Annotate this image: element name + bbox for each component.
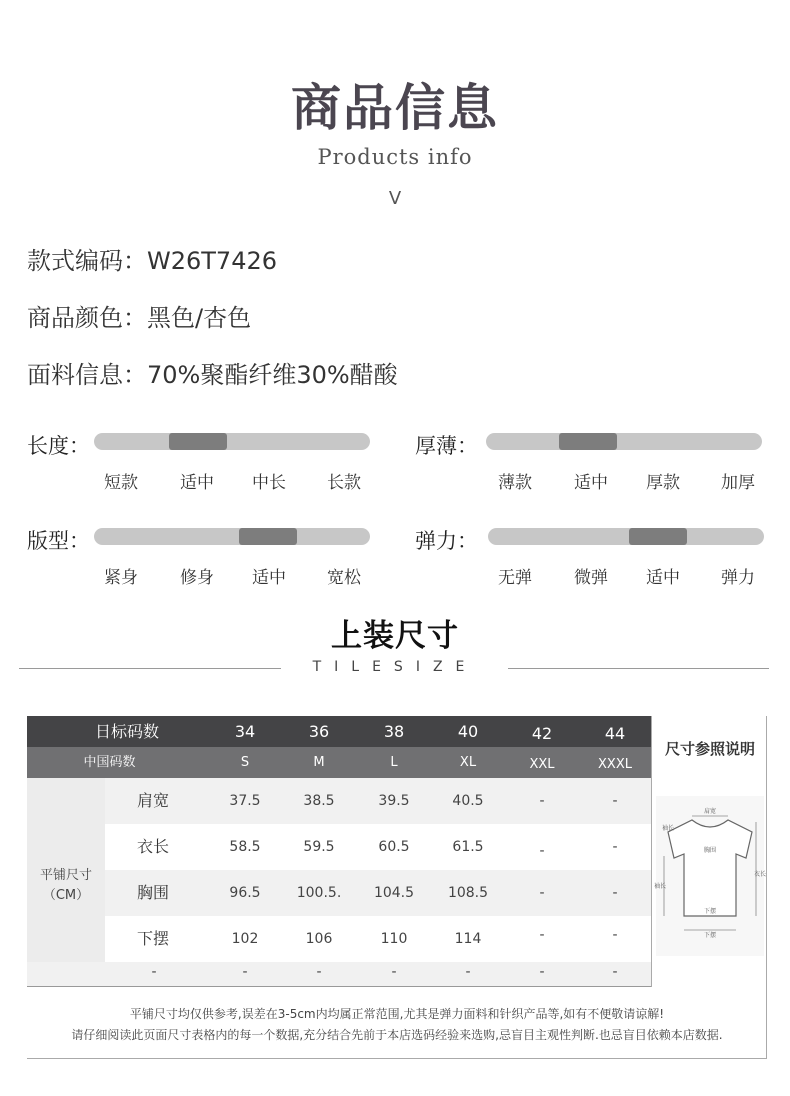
- length-option: 长款: [327, 473, 361, 493]
- fit-indicator: [239, 528, 297, 545]
- fit-option: 修身: [180, 568, 214, 588]
- hem-bottom-label: 下摆: [703, 932, 717, 939]
- color-label: 商品颜色：: [27, 304, 147, 332]
- style-code-row: [27, 241, 277, 276]
- table-cell: 108.5: [447, 885, 489, 901]
- header-size: XXXL: [598, 757, 632, 772]
- header-size: XL: [459, 755, 477, 770]
- table-cell: 100.5.: [296, 885, 342, 901]
- table-cell: -: [242, 964, 248, 980]
- header-row-jp: [27, 716, 651, 747]
- header-size: 42: [531, 724, 553, 743]
- table-cell: -: [612, 885, 618, 901]
- table-cell: -: [612, 964, 618, 980]
- header-size: XXL: [529, 757, 555, 772]
- header-size: S: [240, 755, 250, 770]
- chevron-down-icon: V: [388, 188, 402, 209]
- fit-option: 宽松: [327, 568, 361, 588]
- table-row: [105, 916, 651, 962]
- sleeve-label: 袖长: [661, 825, 675, 832]
- row-label: 肩宽: [136, 791, 169, 810]
- table-cell: 60.5: [378, 839, 410, 855]
- table-cell: 40.5: [452, 793, 484, 809]
- fit-option: 适中: [252, 568, 286, 588]
- chest-label: 胸围: [703, 847, 717, 854]
- length-option: 中长: [252, 473, 286, 493]
- page-subtitle: Products info: [317, 145, 473, 169]
- table-row: [105, 824, 651, 870]
- color-value: 黑色/杏色: [147, 304, 252, 332]
- elasticity-track: [488, 528, 764, 545]
- length-scale: [27, 430, 372, 500]
- header-size: L: [390, 755, 398, 770]
- size-section-title: 上装尺寸: [331, 618, 459, 654]
- tshirt-diagram: [653, 796, 767, 956]
- thickness-option: 厚款: [646, 473, 680, 493]
- divider-left: [19, 668, 281, 669]
- fabric-label: 面料信息：: [27, 361, 147, 389]
- group-label: 平铺尺寸: [39, 868, 92, 883]
- notes-box: [27, 987, 767, 1059]
- table-cell: -: [612, 927, 618, 943]
- table-cell: 59.5: [303, 839, 335, 855]
- header-label: 中国码数: [83, 755, 136, 770]
- elasticity-option: 微弹: [574, 568, 608, 588]
- table-cell: -: [612, 793, 618, 809]
- row-label: 衣长: [136, 837, 169, 856]
- row-label: 胸围: [136, 883, 169, 902]
- table-cell: -: [612, 839, 618, 855]
- length-option: 短款: [104, 473, 138, 493]
- elasticity-scale: [415, 525, 765, 595]
- thickness-option: 薄款: [498, 473, 532, 493]
- hem-label: 下摆: [703, 908, 717, 915]
- table-cell: 110: [380, 931, 408, 947]
- size-section-subtitle: TILESIZE: [312, 659, 478, 675]
- table-cell: -: [539, 885, 545, 901]
- header-size: 40: [457, 722, 479, 741]
- header-label: 日标码数: [94, 722, 159, 741]
- row-label: 下摆: [136, 929, 169, 948]
- fit-option: 紧身: [104, 568, 138, 588]
- length-label: 长度：: [27, 434, 90, 458]
- header-size: 44: [604, 724, 626, 743]
- reference-title: 尺寸参照说明: [664, 740, 755, 758]
- table-cell: 58.5: [229, 839, 261, 855]
- header-size: 34: [234, 722, 256, 741]
- fit-scale: [27, 525, 372, 595]
- right-length-label: 衣长: [753, 871, 767, 878]
- header-row-cn: [27, 747, 651, 778]
- header-size: M: [313, 755, 325, 770]
- fit-label: 版型：: [27, 529, 90, 553]
- note-line: 平铺尺寸均仅供参考,误差在3-5cm内均属正常范围,尤其是弹力面料和针织产品等,如有不便敬请谅解!: [129, 1007, 665, 1021]
- table-cell: 37.5: [229, 793, 261, 809]
- table-cell: -: [391, 964, 397, 980]
- table-cell: 61.5: [452, 839, 484, 855]
- note-line: 请仔细阅读此页面尺寸表格内的每一个数据,充分结合先前于本店选码经验来选购,忌盲目主观性判断.也忌盲目依赖本店数据.: [71, 1028, 723, 1042]
- table-cell: 96.5: [229, 885, 261, 901]
- length-track: [94, 433, 370, 450]
- thickness-scale: [415, 430, 765, 500]
- length-option: 适中: [180, 473, 214, 493]
- thickness-track: [486, 433, 762, 450]
- table-cell: -: [465, 964, 471, 980]
- divider-right: [508, 668, 769, 669]
- table-cell: 104.5: [373, 885, 415, 901]
- elasticity-indicator: [629, 528, 687, 545]
- table-cell: 114: [454, 931, 482, 947]
- fit-track: [94, 528, 370, 545]
- style-code-value: W26T7426: [147, 247, 278, 275]
- table-cell: -: [316, 964, 322, 980]
- table-cell: -: [539, 793, 545, 809]
- table-cell: 38.5: [303, 793, 335, 809]
- table-cell: -: [539, 843, 545, 859]
- table-cell: 39.5: [378, 793, 410, 809]
- fabric-value: 70%聚酯纤维30%醋酸: [147, 361, 398, 389]
- color-row: [27, 298, 251, 333]
- elasticity-option: 弹力: [721, 568, 755, 588]
- thickness-label: 厚薄：: [415, 434, 478, 458]
- header-size: 38: [383, 722, 405, 741]
- table-cell: -: [539, 927, 545, 943]
- table-row: [105, 778, 651, 824]
- header-size: 36: [308, 722, 330, 741]
- table-cell: -: [539, 964, 545, 980]
- fabric-row: [27, 355, 398, 390]
- elasticity-option: 适中: [646, 568, 680, 588]
- thickness-indicator: [559, 433, 617, 450]
- page-title: 商品信息: [291, 79, 499, 137]
- table-row: [105, 870, 651, 916]
- group-label-cell: [27, 778, 105, 986]
- size-reference-panel: [651, 716, 767, 987]
- group-unit: （CM）: [42, 888, 90, 903]
- shoulder-label: 肩宽: [703, 808, 717, 815]
- length-indicator: [169, 433, 227, 450]
- elasticity-option: 无弹: [498, 568, 532, 588]
- row-label: -: [151, 964, 157, 980]
- table-cell: 106: [305, 931, 333, 947]
- thickness-option: 适中: [574, 473, 608, 493]
- left-length-label: 袖长: [653, 883, 667, 890]
- style-code-label: 款式编码：: [27, 247, 147, 275]
- thickness-option: 加厚: [721, 473, 755, 493]
- table-row: [27, 962, 651, 986]
- table-cell: 102: [231, 931, 259, 947]
- elasticity-label: 弹力：: [415, 529, 478, 553]
